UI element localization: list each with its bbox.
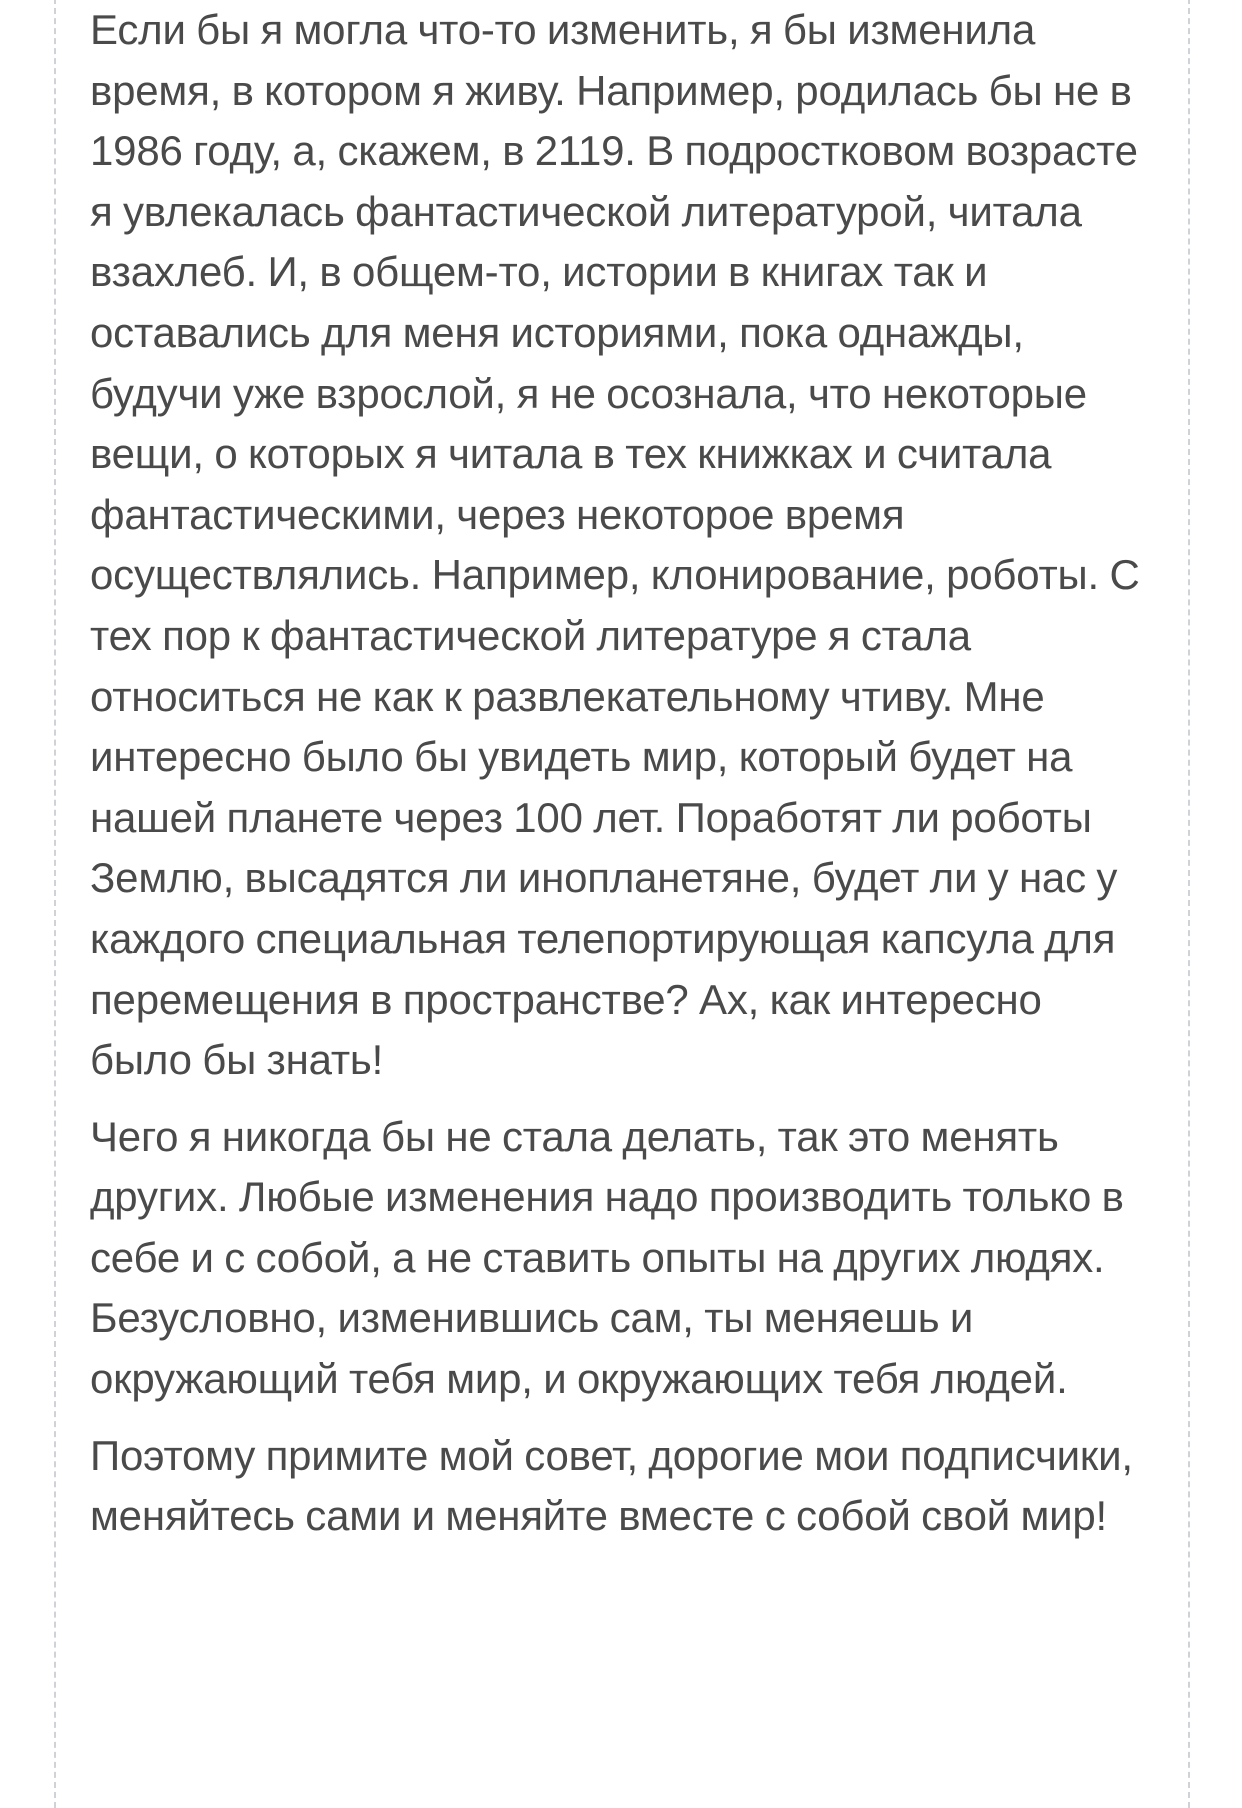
post-paragraph-3: Поэтому примите мой совет, дорогие мои подписчики, меняйтесь сами и меняйте вместе с собой свой мир! [90,1431,1133,1540]
post-body [90,0,1150,1547]
post-paragraph-2: Чего я никогда бы не стала делать, так это менять других. Любые изменения надо производить только в себе и с собой, а не ставить опыты на других людях. Безусловно, изменившись сам, ты меняешь и окружающий тебя мир, и окружающих тебя людей. [90,1112,1124,1403]
post-paragraph-1: Если бы я могла что-то изменить, я бы изменила время, в котором я живу. Например, родилась бы не в 1986 году, а, скажем, в 2119. В подростковом возрасте я увлекалась фантастической литературой, читала взахлеб. И, в общем-то, истории в книгах так и оставались для меня историями, пока однажды, будучи уже взрослой, я не осознала, что некоторые вещи, о которых я читала в тех книжках и считала фантастическими, через некоторое время осуществлялись. Например, клонирование, роботы. С тех пор к фантастической литературе я стала относиться не как к развлекательному чтиву. Мне интересно было бы увидеть мир, который будет на нашей планете через 100 лет. Поработят ли роботы Землю, высадятся ли инопланетяне, будет ли у нас у каждого специальная телепортирующая капсула для перемещения в пространстве? Ах, как интересно было бы знать! [90,6,1140,1084]
post-card [54,0,1190,1808]
